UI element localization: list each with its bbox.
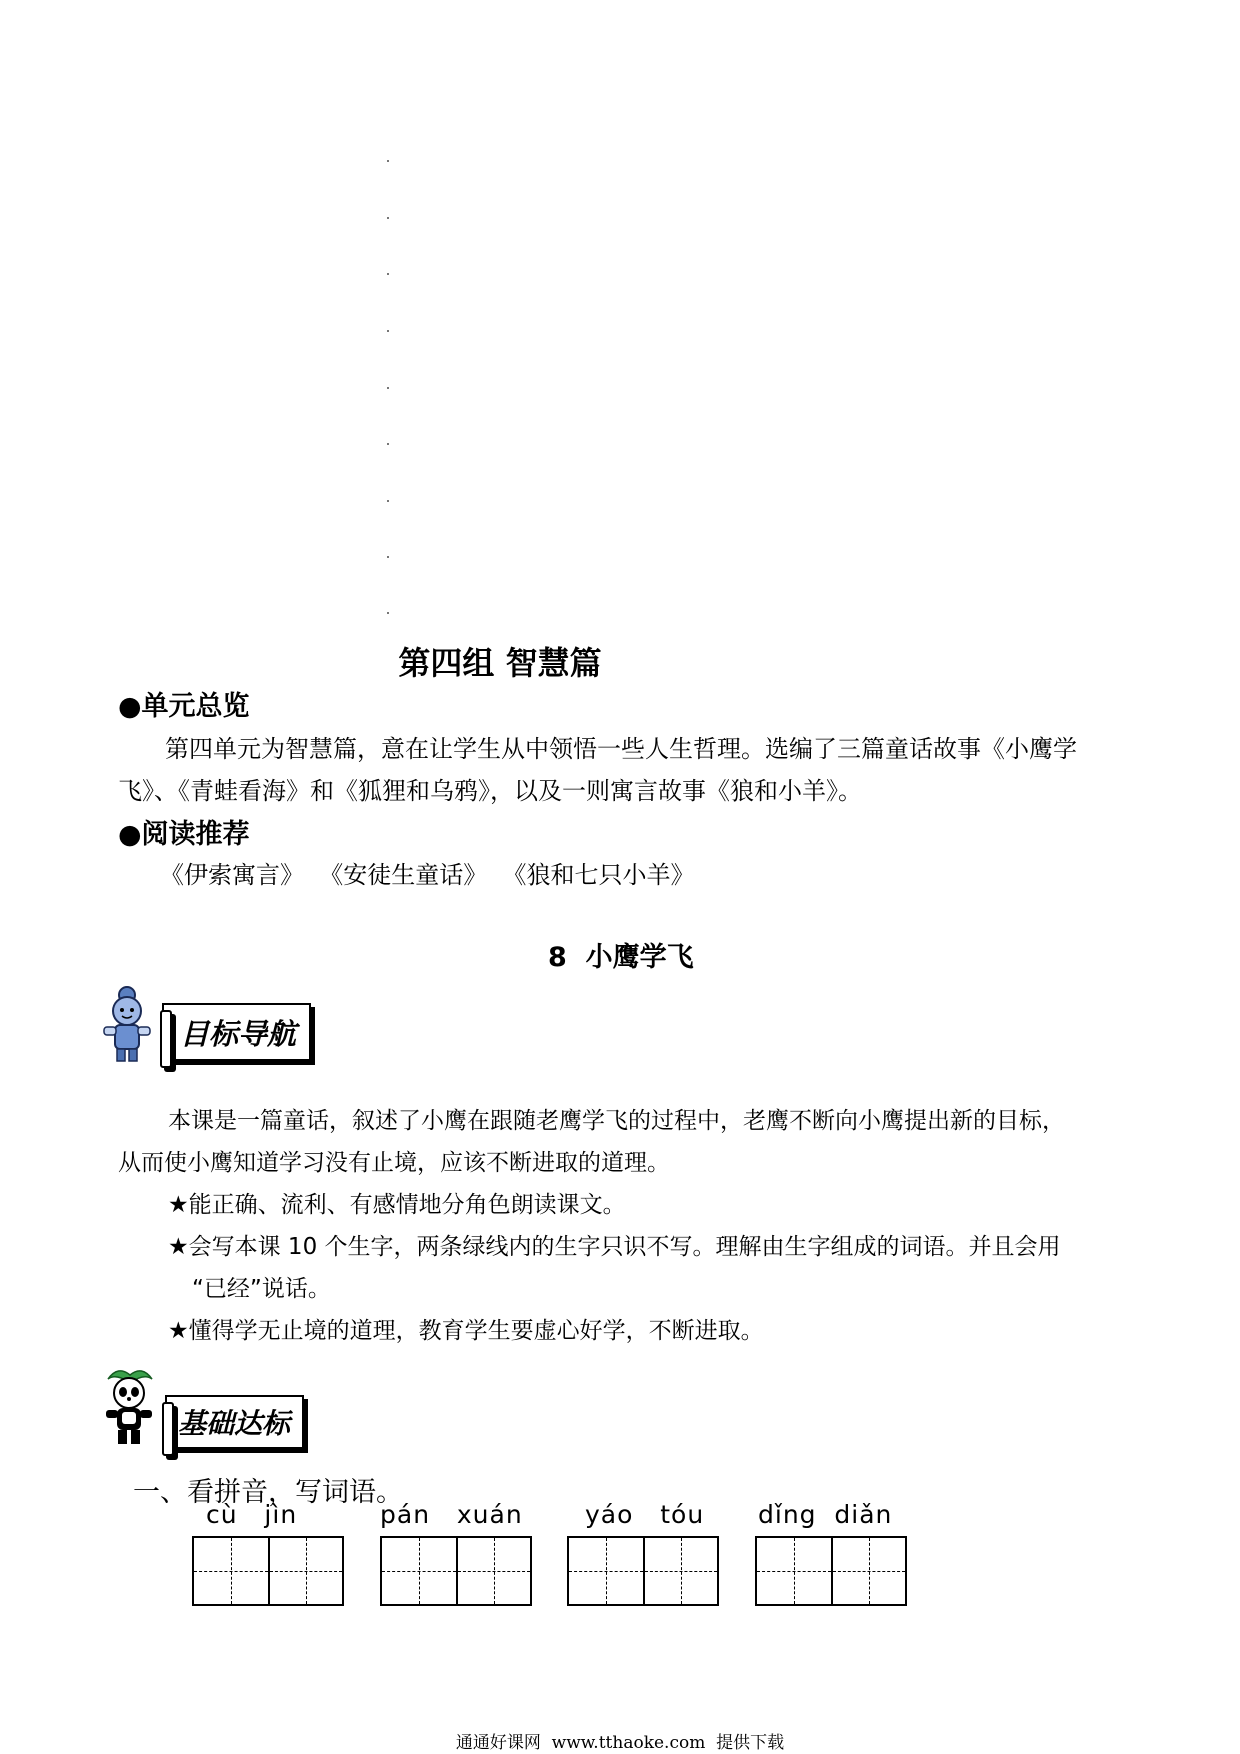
grid-cell[interactable] <box>194 1538 268 1604</box>
reading-heading: ●阅读推荐 <box>118 819 250 850</box>
basics-banner-label: 基础达标 <box>178 1407 291 1440</box>
grid-cell[interactable] <box>643 1538 717 1604</box>
goal-2-line-2: “已经”说话。 <box>192 1276 331 1302</box>
overview-line-1: 第四单元为智慧篇，意在让学生从中领悟一些人生哲理。选编了三篇童话故事《小鹰学 <box>165 735 1077 763</box>
mascot-doll-icon <box>98 985 156 1065</box>
pinyin-1: cù jìn <box>206 1500 298 1529</box>
writing-grid-3[interactable] <box>567 1536 719 1606</box>
exercise-1-title: 一、看拼音，写词语。 <box>133 1477 403 1508</box>
lesson-title: 8 小鹰学飞 <box>548 942 694 973</box>
pinyin-2: pán xuán <box>380 1500 523 1529</box>
grid-cell[interactable] <box>456 1538 530 1604</box>
overview-heading: ●单元总览 <box>118 691 250 722</box>
pinyin-3: yáo tóu <box>585 1500 705 1529</box>
overview-line-2: 飞》、《青蛙看海》和《狐狸和乌鸦》，以及一则寓言故事《狼和小羊》。 <box>118 777 862 805</box>
goals-banner-label: 目标导航 <box>180 1017 297 1051</box>
goal-1: ★能正确、流利、有感情地分角色朗读课文。 <box>168 1192 626 1218</box>
reading-list: 《伊索寓言》 《安徒生童话》 《狼和七只小羊》 <box>160 861 695 889</box>
pinyin-4: dǐng diǎn <box>758 1500 893 1529</box>
grid-cell[interactable] <box>382 1538 456 1604</box>
goal-2-line-1: ★会写本课 10 个生字，两条绿线内的生字只识不写。理解由生字组成的词语。并且会用 <box>168 1234 1061 1260</box>
goal-3: ★懂得学无止境的道理，教育学生要虚心好学，不断进取。 <box>168 1318 764 1344</box>
writing-grid-1[interactable] <box>192 1536 344 1606</box>
grid-cell[interactable] <box>268 1538 342 1604</box>
page-footer: 通通好课网 www.tthaoke.com 提供下载 <box>455 1733 785 1753</box>
mascot-panda-icon <box>98 1365 160 1447</box>
intro-line-2: 从而使小鹰知道学习没有止境，应该不断进取的道理。 <box>118 1150 670 1176</box>
goals-banner-scroll <box>160 1010 172 1068</box>
writing-grid-2[interactable] <box>380 1536 532 1606</box>
grid-cell[interactable] <box>757 1538 831 1604</box>
grid-cell[interactable] <box>831 1538 905 1604</box>
grid-cell[interactable] <box>569 1538 643 1604</box>
writing-grid-4[interactable] <box>755 1536 907 1606</box>
basics-banner-scroll <box>162 1402 174 1456</box>
unit-title: 第四组 智慧篇 <box>398 644 602 682</box>
intro-line-1: 本课是一篇童话，叙述了小鹰在跟随老鹰学飞的过程中，老鹰不断向小鹰提出新的目标， <box>168 1108 1065 1134</box>
